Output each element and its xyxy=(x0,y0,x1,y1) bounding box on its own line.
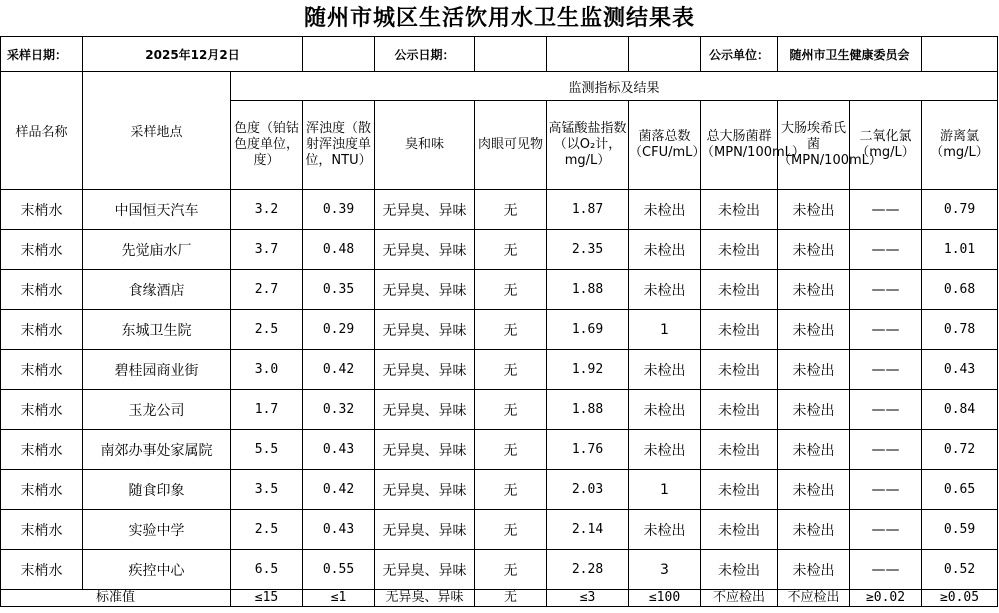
cell-permanganate: 1.92 xyxy=(547,350,629,390)
cell-chlorine-dioxide: —— xyxy=(850,350,922,390)
cell-sample-name: 末梢水 xyxy=(1,390,83,430)
cell-sample-name: 末梢水 xyxy=(1,350,83,390)
cell-ecoli: 未检出 xyxy=(778,550,850,590)
cell-visible: 无 xyxy=(475,230,547,270)
cell-chlorine-dioxide: —— xyxy=(850,550,922,590)
publish-date-label: 公示日期： xyxy=(375,37,475,72)
cell-coliform: 未检出 xyxy=(701,350,778,390)
cell-permanganate: 1.76 xyxy=(547,430,629,470)
cell-colony: 1 xyxy=(629,470,701,510)
col-permanganate: 高锰酸盐指数（以O₂计，mg/L） xyxy=(547,101,629,190)
table-row xyxy=(1,470,998,510)
cell-permanganate: 2.14 xyxy=(547,510,629,550)
monitoring-table xyxy=(0,36,998,607)
spacer-cell xyxy=(629,37,701,72)
cell-turbidity: 0.43 xyxy=(303,510,375,550)
cell-coliform: 未检出 xyxy=(701,230,778,270)
cell-odor: 无异臭、异味 xyxy=(375,430,475,470)
cell-ecoli: 未检出 xyxy=(778,470,850,510)
cell-location: 随食印象 xyxy=(83,470,231,510)
cell-odor: 无异臭、异味 xyxy=(375,470,475,510)
cell-visible: 无 xyxy=(475,350,547,390)
standard-label: 标准值 xyxy=(1,590,231,607)
group-header-row xyxy=(1,72,998,101)
cell-permanganate: 1.88 xyxy=(547,390,629,430)
cell-coliform: 未检出 xyxy=(701,550,778,590)
cell-color: 2.5 xyxy=(231,510,303,550)
table-row xyxy=(1,270,998,310)
cell-free-chlorine: 0.79 xyxy=(922,190,998,230)
cell-free-chlorine: 0.59 xyxy=(922,510,998,550)
cell-odor: 无异臭、异味 xyxy=(375,190,475,230)
cell-location: 东城卫生院 xyxy=(83,310,231,350)
cell-color: 3.2 xyxy=(231,190,303,230)
cell-free-chlorine: 0.72 xyxy=(922,430,998,470)
cell-sample-name: 末梢水 xyxy=(1,430,83,470)
standard-visible: 无 xyxy=(475,590,547,607)
cell-chlorine-dioxide: —— xyxy=(850,470,922,510)
standard-row xyxy=(1,590,998,607)
sample-date-label: 采样日期： xyxy=(1,37,83,72)
cell-visible: 无 xyxy=(475,430,547,470)
cell-turbidity: 0.43 xyxy=(303,430,375,470)
cell-color: 3.0 xyxy=(231,350,303,390)
standard-permanganate: ≤3 xyxy=(547,590,629,607)
col-turbidity: 浑浊度（散射浑浊度单位，NTU） xyxy=(303,101,375,190)
cell-visible: 无 xyxy=(475,190,547,230)
cell-turbidity: 0.48 xyxy=(303,230,375,270)
cell-ecoli: 未检出 xyxy=(778,430,850,470)
spacer-cell xyxy=(547,37,629,72)
cell-location: 先觉庙水厂 xyxy=(83,230,231,270)
cell-color: 2.5 xyxy=(231,310,303,350)
cell-odor: 无异臭、异味 xyxy=(375,550,475,590)
group-header: 监测指标及结果 xyxy=(231,72,998,101)
cell-ecoli: 未检出 xyxy=(778,230,850,270)
table-row xyxy=(1,430,998,470)
table-row xyxy=(1,390,998,430)
cell-colony: 未检出 xyxy=(629,230,701,270)
standard-color: ≤15 xyxy=(231,590,303,607)
cell-colony: 未检出 xyxy=(629,430,701,470)
cell-permanganate: 2.03 xyxy=(547,470,629,510)
col-color: 色度（铂钴色度单位，度） xyxy=(231,101,303,190)
cell-sample-name: 末梢水 xyxy=(1,510,83,550)
cell-free-chlorine: 0.52 xyxy=(922,550,998,590)
cell-turbidity: 0.39 xyxy=(303,190,375,230)
cell-free-chlorine: 0.84 xyxy=(922,390,998,430)
cell-sample-name: 末梢水 xyxy=(1,550,83,590)
sample-date: 2025年12月2日 xyxy=(83,37,303,72)
cell-visible: 无 xyxy=(475,550,547,590)
col-location: 采样地点 xyxy=(83,72,231,190)
table-row xyxy=(1,350,998,390)
cell-colony: 1 xyxy=(629,310,701,350)
cell-free-chlorine: 0.43 xyxy=(922,350,998,390)
cell-odor: 无异臭、异味 xyxy=(375,270,475,310)
cell-chlorine-dioxide: —— xyxy=(850,270,922,310)
cell-location: 疾控中心 xyxy=(83,550,231,590)
col-odor: 臭和味 xyxy=(375,101,475,190)
cell-odor: 无异臭、异味 xyxy=(375,310,475,350)
cell-location: 南郊办事处家属院 xyxy=(83,430,231,470)
cell-turbidity: 0.42 xyxy=(303,350,375,390)
cell-sample-name: 末梢水 xyxy=(1,310,83,350)
cell-chlorine-dioxide: —— xyxy=(850,510,922,550)
table-row xyxy=(1,310,998,350)
cell-permanganate: 1.69 xyxy=(547,310,629,350)
cell-ecoli: 未检出 xyxy=(778,310,850,350)
table-row xyxy=(1,510,998,550)
spacer-cell xyxy=(922,37,998,72)
spacer-cell xyxy=(303,37,375,72)
cell-odor: 无异臭、异味 xyxy=(375,390,475,430)
standard-coliform: 不应检出 xyxy=(701,590,778,607)
cell-visible: 无 xyxy=(475,270,547,310)
cell-colony: 3 xyxy=(629,550,701,590)
info-row xyxy=(1,37,998,72)
standard-colony: ≤100 xyxy=(629,590,701,607)
cell-chlorine-dioxide: —— xyxy=(850,430,922,470)
cell-sample-name: 末梢水 xyxy=(1,470,83,510)
publish-unit-label: 公示单位： xyxy=(701,37,778,72)
cell-free-chlorine: 0.65 xyxy=(922,470,998,510)
cell-color: 3.7 xyxy=(231,230,303,270)
cell-chlorine-dioxide: —— xyxy=(850,390,922,430)
cell-colony: 未检出 xyxy=(629,270,701,310)
cell-chlorine-dioxide: —— xyxy=(850,310,922,350)
cell-colony: 未检出 xyxy=(629,390,701,430)
cell-odor: 无异臭、异味 xyxy=(375,230,475,270)
cell-coliform: 未检出 xyxy=(701,310,778,350)
cell-ecoli: 未检出 xyxy=(778,270,850,310)
cell-ecoli: 未检出 xyxy=(778,190,850,230)
cell-turbidity: 0.42 xyxy=(303,470,375,510)
standard-ecoli: 不应检出 xyxy=(778,590,850,607)
cell-color: 1.7 xyxy=(231,390,303,430)
cell-coliform: 未检出 xyxy=(701,190,778,230)
cell-visible: 无 xyxy=(475,390,547,430)
cell-permanganate: 1.87 xyxy=(547,190,629,230)
publish-date xyxy=(475,37,547,72)
cell-free-chlorine: 0.78 xyxy=(922,310,998,350)
table-row xyxy=(1,550,998,590)
cell-sample-name: 末梢水 xyxy=(1,230,83,270)
cell-odor: 无异臭、异味 xyxy=(375,510,475,550)
standard-free-chlorine: ≥0.05 xyxy=(922,590,998,607)
col-chlorine-dioxide: 二氧化氯（mg/L） xyxy=(850,101,922,190)
cell-turbidity: 0.29 xyxy=(303,310,375,350)
cell-sample-name: 末梢水 xyxy=(1,270,83,310)
standard-odor: 无异臭、异味 xyxy=(375,590,475,607)
cell-colony: 未检出 xyxy=(629,510,701,550)
cell-colony: 未检出 xyxy=(629,350,701,390)
cell-coliform: 未检出 xyxy=(701,470,778,510)
cell-turbidity: 0.35 xyxy=(303,270,375,310)
cell-colony: 未检出 xyxy=(629,190,701,230)
cell-permanganate: 2.28 xyxy=(547,550,629,590)
col-sample-name: 样品名称 xyxy=(1,72,83,190)
cell-visible: 无 xyxy=(475,310,547,350)
data-rows xyxy=(1,190,998,590)
cell-color: 6.5 xyxy=(231,550,303,590)
standard-chlorine-dioxide: ≥0.02 xyxy=(850,590,922,607)
col-colony: 菌落总数（CFU/mL） xyxy=(629,101,701,190)
col-free-chlorine: 游离氯（mg/L） xyxy=(922,101,998,190)
cell-ecoli: 未检出 xyxy=(778,350,850,390)
col-visible: 肉眼可见物 xyxy=(475,101,547,190)
cell-turbidity: 0.32 xyxy=(303,390,375,430)
cell-location: 中国恒天汽车 xyxy=(83,190,231,230)
publish-unit: 随州市卫生健康委员会 xyxy=(778,37,922,72)
cell-coliform: 未检出 xyxy=(701,390,778,430)
cell-location: 玉龙公司 xyxy=(83,390,231,430)
cell-sample-name: 末梢水 xyxy=(1,190,83,230)
table-row xyxy=(1,190,998,230)
standard-turbidity: ≤1 xyxy=(303,590,375,607)
cell-chlorine-dioxide: —— xyxy=(850,230,922,270)
cell-ecoli: 未检出 xyxy=(778,510,850,550)
cell-coliform: 未检出 xyxy=(701,510,778,550)
cell-free-chlorine: 0.68 xyxy=(922,270,998,310)
cell-color: 2.7 xyxy=(231,270,303,310)
cell-turbidity: 0.55 xyxy=(303,550,375,590)
cell-odor: 无异臭、异味 xyxy=(375,350,475,390)
cell-free-chlorine: 1.01 xyxy=(922,230,998,270)
col-ecoli: 大肠埃希氏菌（MPN/100mL） xyxy=(778,101,850,190)
cell-permanganate: 2.35 xyxy=(547,230,629,270)
cell-visible: 无 xyxy=(475,470,547,510)
cell-ecoli: 未检出 xyxy=(778,390,850,430)
col-coliform: 总大肠菌群（MPN/100mL） xyxy=(701,101,778,190)
cell-color: 3.5 xyxy=(231,470,303,510)
table-row xyxy=(1,230,998,270)
cell-location: 碧桂园商业街 xyxy=(83,350,231,390)
cell-permanganate: 1.88 xyxy=(547,270,629,310)
cell-color: 5.5 xyxy=(231,430,303,470)
cell-location: 食缘酒店 xyxy=(83,270,231,310)
page-title: 随州市城区生活饮用水卫生监测结果表 xyxy=(303,5,695,31)
cell-visible: 无 xyxy=(475,510,547,550)
cell-coliform: 未检出 xyxy=(701,430,778,470)
cell-location: 实验中学 xyxy=(83,510,231,550)
cell-coliform: 未检出 xyxy=(701,270,778,310)
cell-chlorine-dioxide: —— xyxy=(850,190,922,230)
